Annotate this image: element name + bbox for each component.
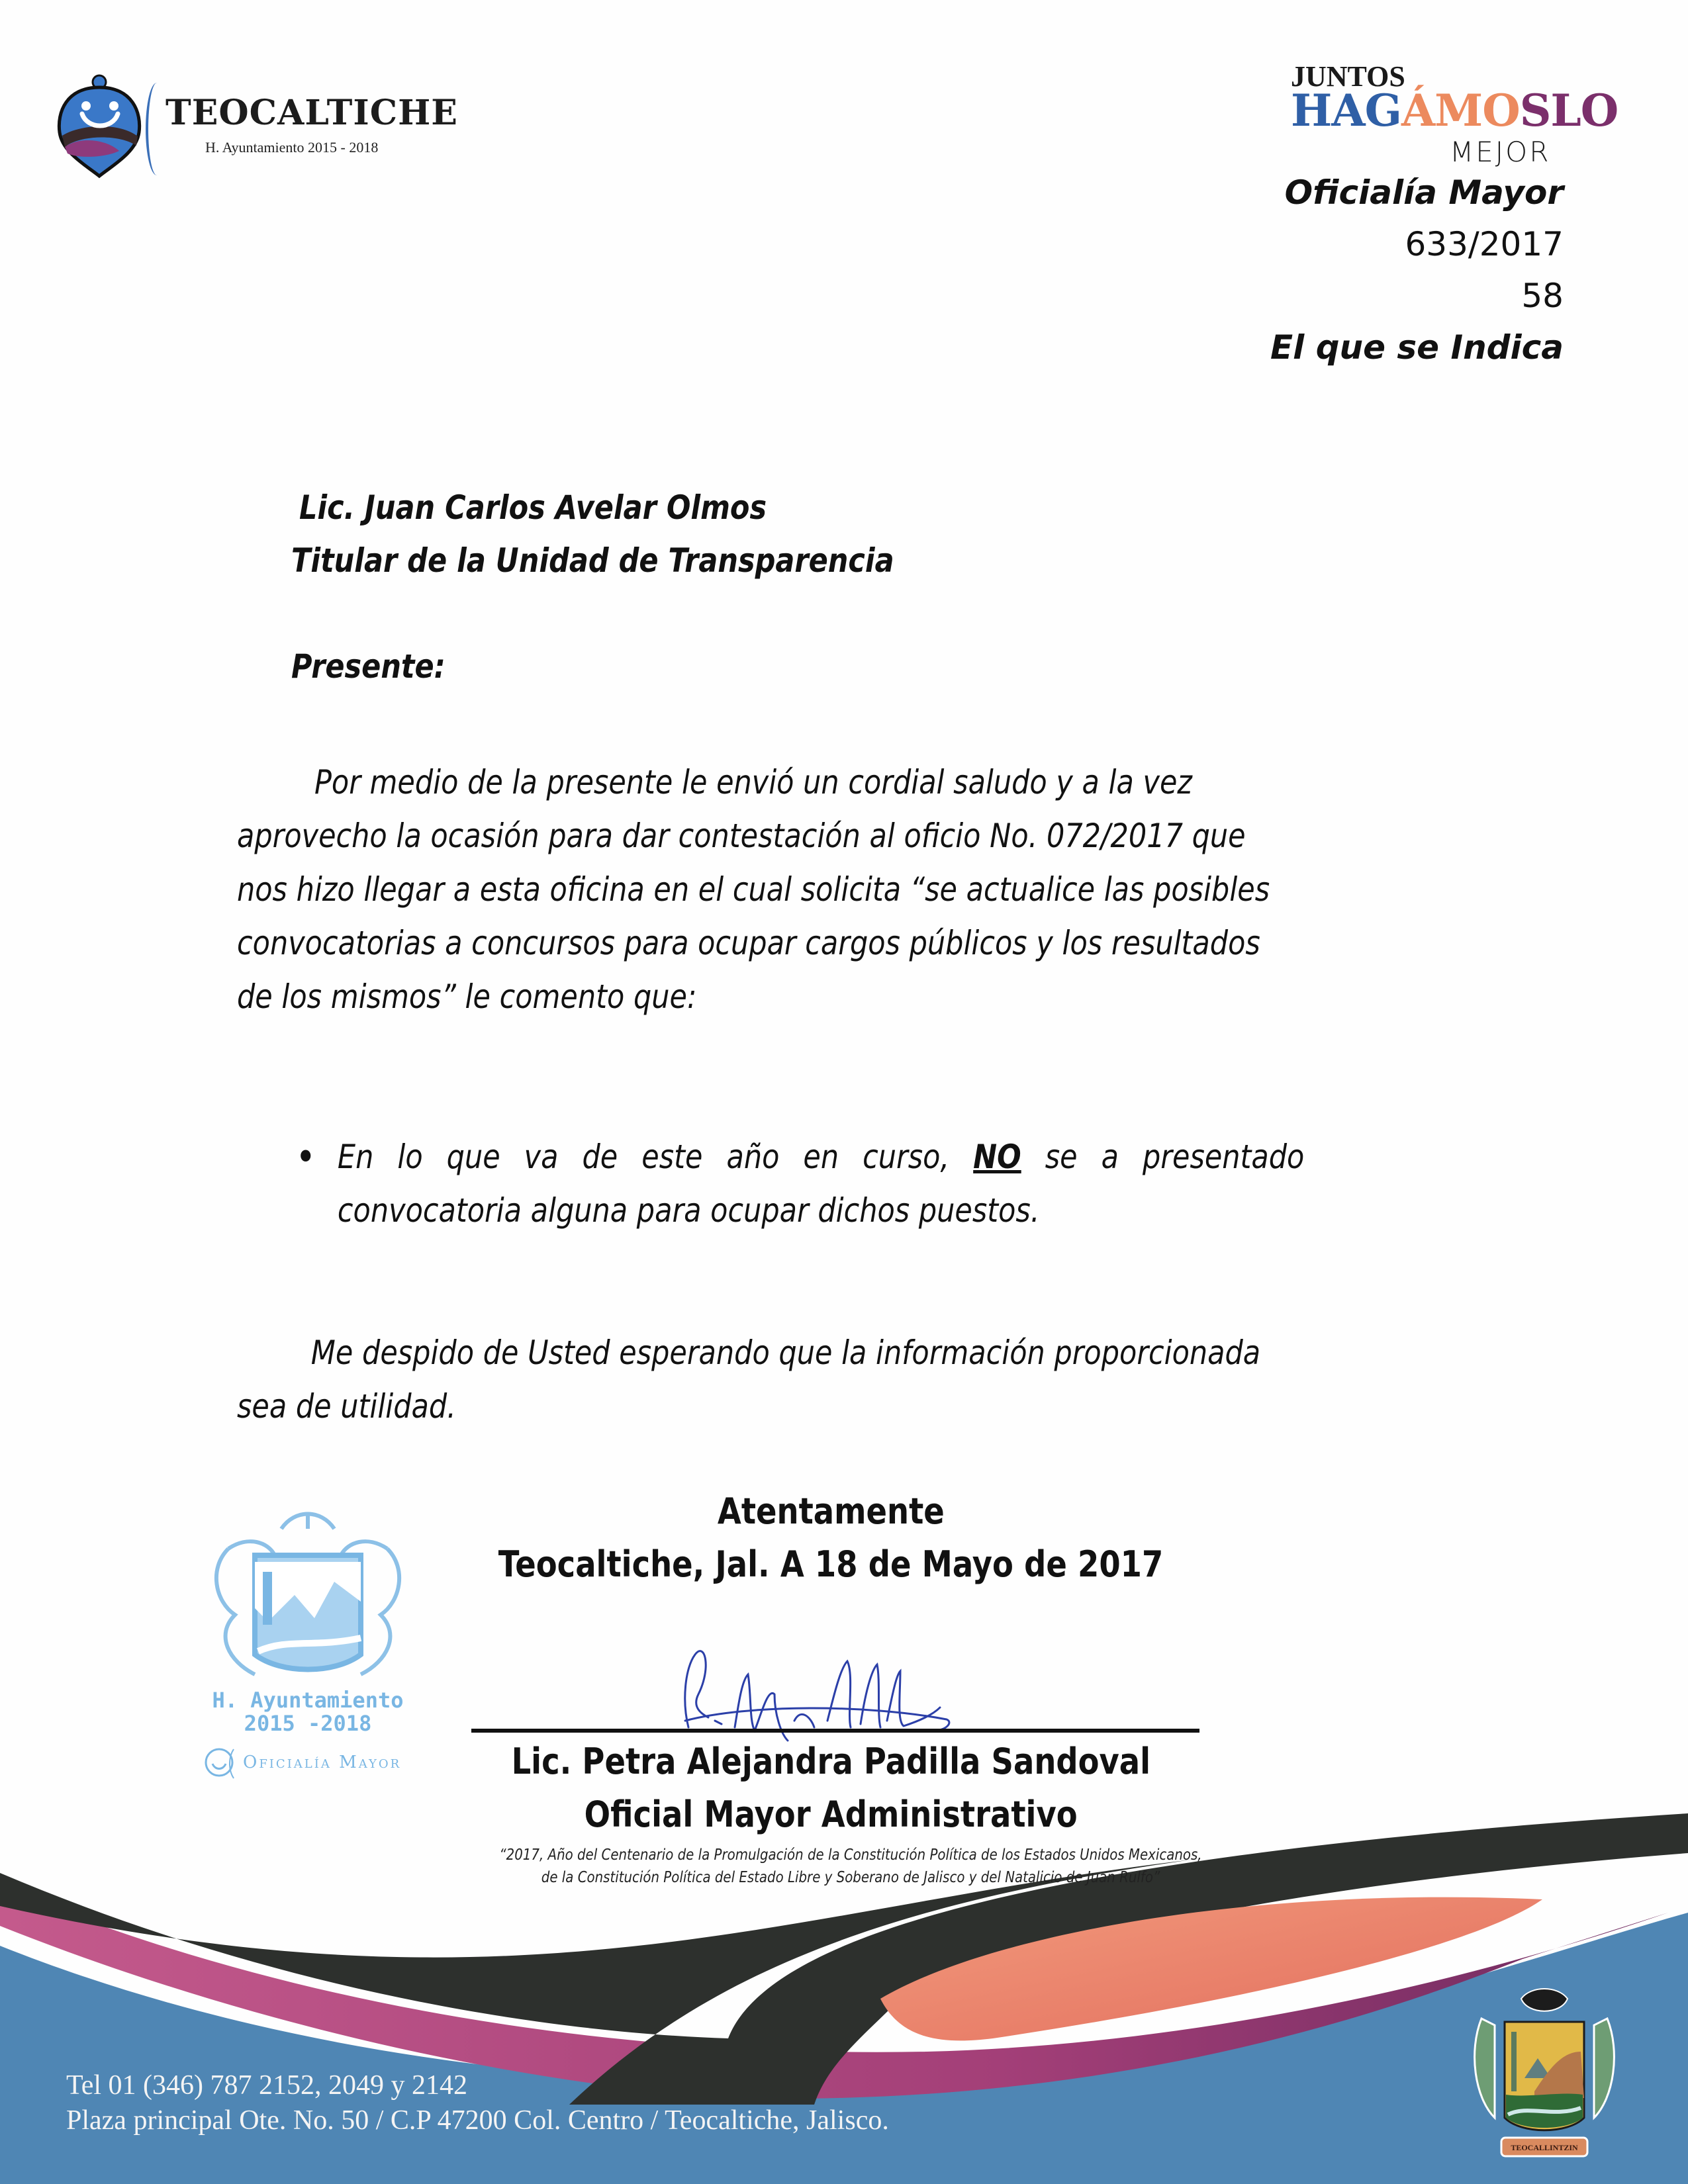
addressee-name: Lic. Juan Carlos Avelar Olmos <box>299 488 767 527</box>
signer-name: Lic. Petra Alejandra Padilla Sandoval <box>511 1741 1150 1782</box>
logo-divider <box>146 83 168 175</box>
place-and-date: Teocaltiche, Jal. A 18 de Mayo de 2017 <box>498 1543 1164 1585</box>
slogan-hagamoslo <box>1291 85 1618 136</box>
bullet-text-after: se a presentado <box>1045 1138 1305 1176</box>
crest-banner-text: TEOCALLINTZIN <box>1511 2143 1578 2152</box>
addressee-title: Titular de la Unidad de Transparencia <box>291 541 894 580</box>
reference-sequence-number: 58 <box>1521 277 1564 315</box>
contact-phone: Tel 01 (346) 787 2152, 2049 y 2142 <box>66 2070 468 2101</box>
paragraph-line: Por medio de la presente le envió un cordial saludo y a la vez <box>314 763 1192 801</box>
paragraph-line: convocatorias a concursos para ocupar cargos públicos y los resultados <box>237 924 1260 962</box>
bullet-item <box>297 1130 1549 1238</box>
logo-subtitle: H. Ayuntamiento 2015 - 2018 <box>205 139 379 156</box>
paragraph-line: nos hizo llegar a esta oficina en el cual solicita “se actualice las posibles <box>237 870 1270 909</box>
paragraph-line: aprovecho la ocasión para dar contestación al oficio No. 072/2017 que <box>237 817 1246 855</box>
stamp-crest-icon <box>202 1509 414 1688</box>
slogan-logo <box>1291 60 1622 172</box>
contact-address: Plaza principal Ote. No. 50 / C.P 47200 Col. Centro / Teocaltiche, Jalisco. <box>66 2105 889 2136</box>
paragraph-line: de los mismos” le comento que: <box>237 978 697 1016</box>
greeting: Presente: <box>291 647 445 686</box>
closing-line: Me despido de Usted esperando que la información proporcionada <box>310 1334 1261 1372</box>
slogan-part-2: ÁMO <box>1401 85 1520 136</box>
stamp-line-2: 2015 -2018 <box>244 1711 372 1736</box>
reference-oficio-number: 633/2017 <box>1405 225 1564 263</box>
signature-line <box>471 1729 1199 1733</box>
reference-department: Oficialía Mayor <box>1284 173 1564 212</box>
slogan-part-3: SLO <box>1519 85 1618 136</box>
municipality-logo <box>53 73 458 179</box>
official-year-motto <box>371 1844 1331 1889</box>
closing-line: sea de utilidad. <box>237 1387 456 1426</box>
bullet-line-2: convocatoria alguna para ocupar dichos puestos. <box>337 1191 1040 1230</box>
slogan-juntos: JUNTOS <box>1291 60 1405 93</box>
stamp-line-1: H. Ayuntamiento <box>212 1688 404 1713</box>
signer-role: Oficial Mayor Administrativo <box>584 1794 1078 1835</box>
bullet-marker: • <box>297 1138 315 1176</box>
valediction: Atentamente <box>717 1490 945 1532</box>
municipal-coat-of-arms-icon <box>1468 1985 1620 2164</box>
smiley-pin-logo-icon <box>53 73 146 179</box>
stamp-line-3: Oficialía Mayor <box>243 1752 402 1772</box>
slogan-part-1: HAG <box>1291 85 1401 136</box>
body-paragraph <box>237 756 1489 1024</box>
motto-line: de la Constitución Política del Estado Libre y Soberano de Jalisco y del Natalicio de Juan Rulfo” <box>541 1869 1160 1886</box>
bullet-text-before: En lo que va de este año en curso, <box>337 1138 950 1176</box>
reference-subject: El que se Indica <box>1270 328 1564 367</box>
logo-brand-name: TEOCALTICHE <box>165 93 458 133</box>
motto-line: “2017, Año del Centenario de la Promulgación de la Constitución Política de los Estados Unidos Mexicanos, <box>499 1846 1202 1864</box>
bullet-line <box>297 1130 1549 1184</box>
bullet-emphasis-no: NO <box>973 1138 1021 1176</box>
closing-paragraph <box>237 1326 1489 1433</box>
slogan-mejor: MEJOR <box>1450 136 1551 168</box>
